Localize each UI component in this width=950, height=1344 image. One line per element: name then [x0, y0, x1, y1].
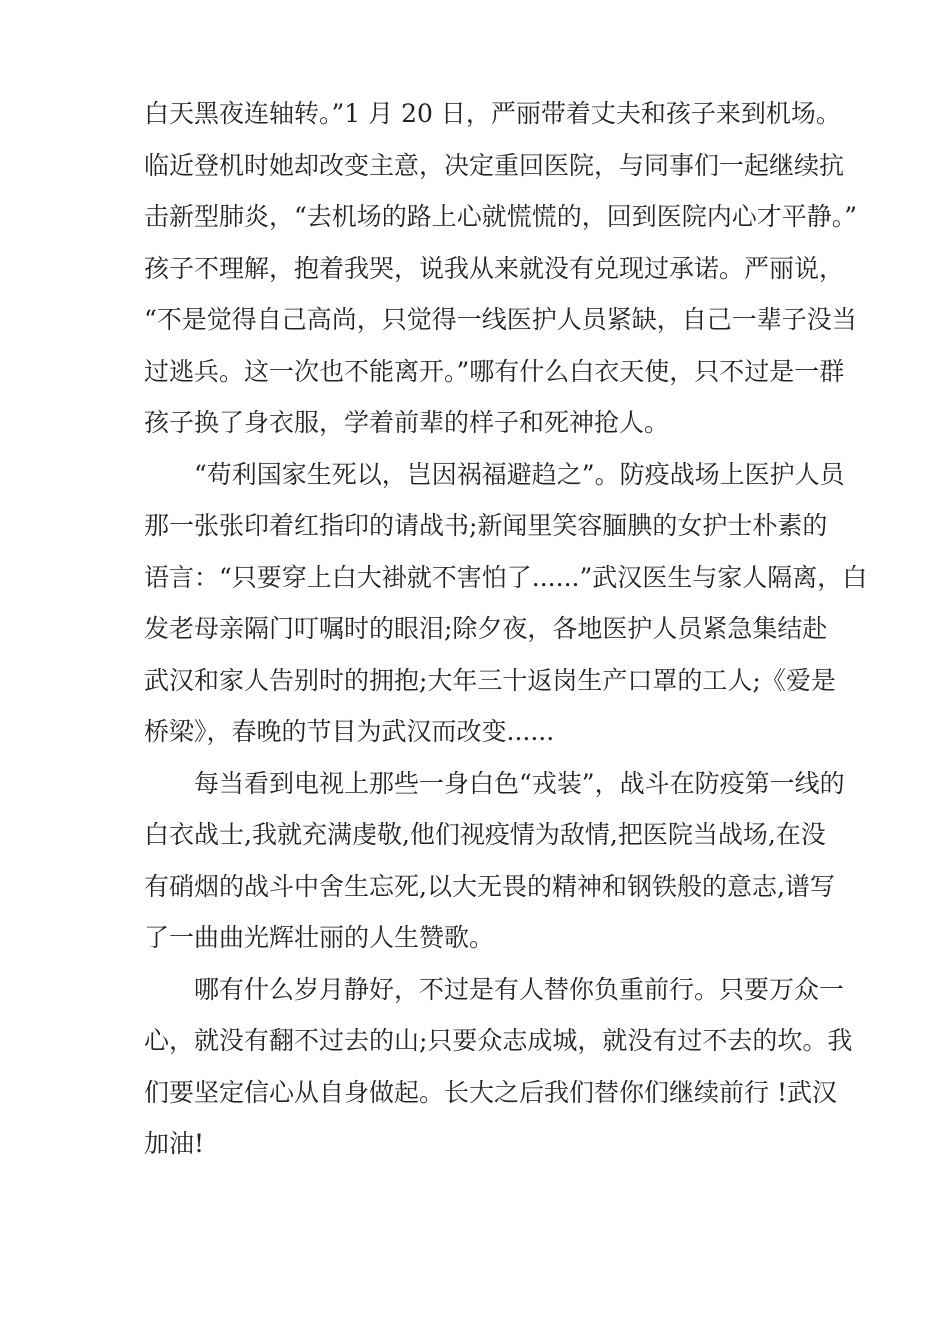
text-line: 击新型肺炎，“去机场的路上心就慌慌的，回到医院内心才平静。” [144, 202, 858, 231]
text-line: 加油! [144, 1129, 205, 1158]
paragraph-4 [144, 964, 853, 1170]
text-line: 语言：“只要穿上白大褂就不害怕了......”武汉医生与家人隔离，白 [144, 562, 868, 592]
text-line: 孩子换了身衣服，学着前辈的样子和死神抢人。 [144, 408, 670, 437]
text-line: 过逃兵。这一次也不能离开。”哪有什么白衣天使，只不过是一群 [144, 356, 845, 386]
text-line: 发老母亲隔门叮嘱时的眼泪;除夕夜，各地医护人员紧急集结赴 [144, 614, 828, 643]
text-line: 每当看到电视上那些一身白色“戎装”，战斗在防疫第一线的 [194, 768, 845, 798]
paragraph-1 [144, 88, 858, 449]
text-line: 白天黑夜连轴转。”1 月 20 日，严丽带着丈夫和孩子来到机场。 [144, 99, 841, 128]
text-line: 孩子不理解，抱着我哭，说我从来就没有兑现过承诺。严丽说， [144, 253, 845, 283]
text-line: “不是觉得自己高尚，只觉得一线医护人员紧缺，自己一辈子没当 [144, 305, 857, 334]
paragraph-2 [144, 449, 868, 758]
text-line: 心，就没有翻不过去的山;只要众志成城，就没有过不去的坎。我 [144, 1026, 853, 1055]
text-line: 桥梁》，春晚的节目为武汉而改变...... [144, 717, 555, 746]
text-line: 武汉和家人告别时的拥抱;大年三十返岗生产口罩的工人;《爱是 [144, 665, 836, 695]
text-line: 哪有什么岁月静好，不过是有人替你负重前行。只要万众一 [194, 974, 845, 1004]
text-line: 临近登机时她却改变主意，决定重回医院，与同事们一起继续抗 [144, 150, 845, 180]
text-line: 那一张张印着红指印的请战书;新闻里笑容腼腆的女护士朴素的 [144, 511, 828, 540]
text-line: 有硝烟的战斗中舍生忘死,以大无畏的精神和钢铁般的意志,谱写 [144, 871, 835, 901]
text-line: 们要坚定信心从自身做起。长大之后我们替你们继续前行 !武汉 [144, 1077, 837, 1107]
text-line: 白衣战士,我就充满虔敬,他们视疫情为敌情,把医院当战场,在没 [144, 820, 826, 849]
paragraph-3 [144, 758, 845, 964]
article-body [144, 88, 868, 1170]
text-line: 了一曲曲光辉壮丽的人生赞歌。 [144, 923, 495, 952]
text-line: “苟利国家生死以，岂因祸福避趋之”。防疫战场上医护人员 [194, 459, 845, 489]
